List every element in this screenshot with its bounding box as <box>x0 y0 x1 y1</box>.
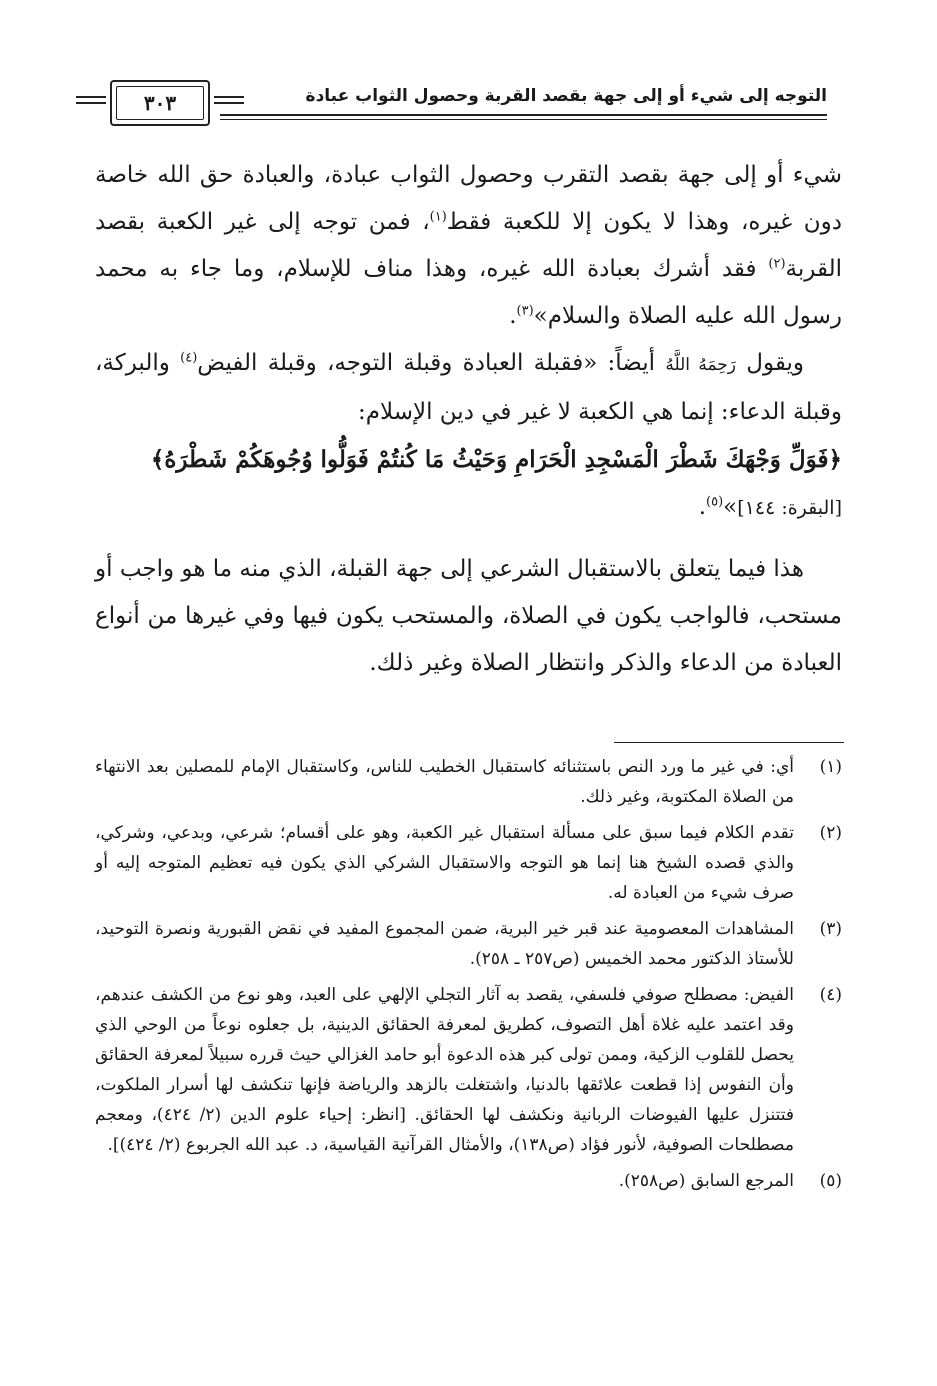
footnote-ref-5[interactable]: (٥) <box>706 494 724 510</box>
footnote-text: أي: في غير ما ورد النص باستثنائه كاستقبال الخطيب للناس، وكاستقبال الإمام للمصلين بعد الانتهاء من الصلاة المكتوبة، وغير ذلك. <box>95 757 794 807</box>
paragraph-2: ويقول رَحِمَهُ اللَّهُ أيضاً: «فقبلة العبادة وقبلة التوجه، وقبلة الفيض$^{(٤)}$ والبركة، وقبلة الدعاء: إنما هي الكعبة لا غير في دين الإسلام: <box>95 350 842 425</box>
quran-verse: ﴿فَوَلِّ وَجْهَكَ شَطْرَ الْمَسْجِدِ الْحَرَامِ وَحَيْثُ مَا كُنتُمْ فَوَلُّوا وُجُوهَكُمْ شَطْرَهُ﴾ <box>150 446 842 473</box>
footnote-number: (٣) <box>819 919 842 939</box>
footnote-text: المرجع السابق (ص٢٥٨). <box>618 1171 794 1191</box>
footnote-3 <box>95 914 842 974</box>
footnote-ref-1[interactable]: (١) <box>429 209 447 225</box>
footnote-text: الفيض: مصطلح صوفي فلسفي، يقصد به آثار التجلي الإلهي على العبد، وهو نوع من الكشف عندهم، وقد اعتمد عليه غلاة أهل التصوف، كطريق لمعرفة الحقائق الدينية، بل جعلوه نوعاً من الوحي الذي يحصل للقلوب الزكية، وممن تولى كبر هذه الدعوة أبو حامد الغزالي حيث قرره سبيلاً لمعرفة الحقائق وأن النفوس إذا قطعت علائقها بالدنيا، واشتغلت بالزهد والرياضة فإنها تنكشف لها أسرار الملكوت، فتتنزل عليها الفيوضات الربانية ونكشف لها الحقائق. [انظر: إحياء علوم الدين (٢/ ٤٢٤)، ومعجم مصطلحات الصوفية، لأنور فؤاد (ص١٣٨)، والأمثال القرآنية القياسية، د. عبد الله الجربوع (٢/ ٤٢٤)]. <box>95 985 794 1155</box>
header-rule-thin <box>220 119 827 120</box>
footnote-number: (٢) <box>819 823 842 843</box>
honorific-phrase: رَحِمَهُ اللَّهُ <box>665 355 737 375</box>
verse-citation: [البقرة: ١٤٤] <box>737 497 842 519</box>
footnote-ref-2[interactable]: (٢) <box>768 256 786 272</box>
page-number: ٣٠٣ <box>143 91 177 115</box>
frame-ornament-left <box>76 96 106 108</box>
footnote-ref-3[interactable]: (٣) <box>516 303 534 319</box>
frame-ornament-right <box>214 96 244 108</box>
paragraph-1: شيء أو إلى جهة بقصد التقرب وحصول الثواب عبادة، والعبادة حق الله خاصة دون غيره، وهذا لا يكون إلا للكعبة فقط$^{(١)}$، فمن توجه إلى غير الكعبة بقصد القربة$^{(٢)}$ فقد أشرك بعبادة الله غيره، وهذا مناف للإسلام، وما جاء به محمد رسول الله عليه الصلاة والسلام»$^{(٣)}$. <box>95 162 843 329</box>
footnotes <box>95 752 842 1202</box>
footnote-number: (٥) <box>819 1171 842 1191</box>
header-rule <box>220 114 827 116</box>
quran-verse-line <box>95 436 842 484</box>
verse-citation-line: [البقرة: ١٤٤]»$^{(٥)}$. <box>698 494 842 520</box>
footnote-1 <box>95 752 842 812</box>
footnote-text: تقدم الكلام فيما سبق على مسألة استقبال غير الكعبة، وهو على أقسام؛ شرعي، وبدعي، وشركي، والذي قصده الشيخ هنا إنما هو التوجه والاستقبال الشركي الذي يكون فيه تعظيم المتوجه إليه أو صرف شيء من العبادة له. <box>95 823 794 903</box>
main-text <box>95 152 842 687</box>
running-title: التوجه إلى شيء أو إلى جهة بقصد القربة وحصول الثواب عبادة <box>305 86 827 106</box>
footnote-text: المشاهدات المعصومية عند قبر خير البرية، ضمن المجموع المفيد في نقض القبورية ونصرة التوحيد، للأستاذ الدكتور محمد الخميس (ص٢٥٧ ـ ٢٥٨). <box>95 919 794 969</box>
paragraph-3: هذا فيما يتعلق بالاستقبال الشرعي إلى جهة القبلة، الذي منه ما هو واجب أو مستحب، فالواجب يكون في الصلاة، والمستحب يكون فيها وفي غيرها من أنواع العبادة من الدعاء والذكر وانتظار الصلاة وغير ذلك. <box>95 556 842 676</box>
footnote-number: (١) <box>819 757 842 777</box>
footnote-separator <box>614 742 844 743</box>
footnote-4 <box>95 980 842 1160</box>
page-header <box>110 80 827 128</box>
footnote-5 <box>95 1166 842 1196</box>
page-number-frame <box>110 80 210 126</box>
footnote-2 <box>95 818 842 908</box>
footnote-number: (٤) <box>819 985 842 1005</box>
footnote-ref-4[interactable]: (٤) <box>180 350 198 366</box>
